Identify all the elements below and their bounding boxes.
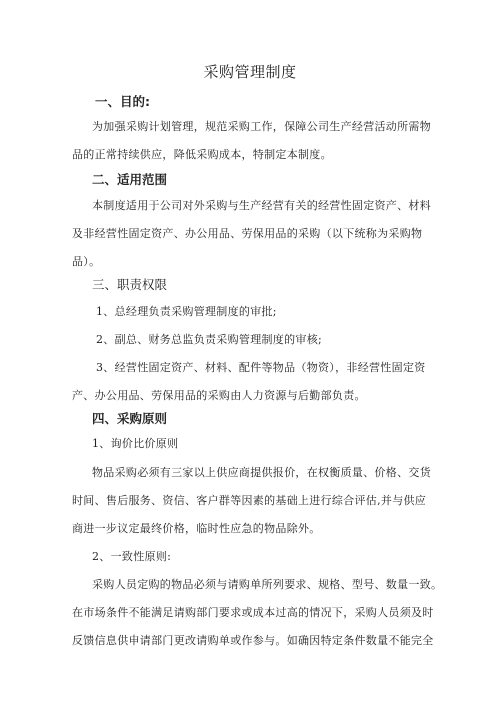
paragraph-line: 产、办公用品、劳保用品的采购由人力资源与后勤部负责。 (72, 389, 366, 402)
section-heading-responsibilities: 三、职责权限 (92, 277, 168, 292)
document-title: 采购管理制度 (203, 63, 297, 81)
paragraph-line: 本制度适用于公司对外采购与生产经营有关的经营性固定资产、材料 (92, 199, 431, 212)
paragraph-line: 1、总经理负责采购管理制度的审批; (96, 305, 277, 318)
paragraph-line: 及非经营性固定资产、办公用品、劳保用品的采购（以下统称为采购物 (72, 227, 423, 240)
section-heading-scope: 二、适用范围 (92, 172, 168, 187)
paragraph-line: 时间、售后服务、资信、客户群等因素的基础上进行综合评估,并与供应 (72, 494, 427, 507)
section-heading-principles: 四、采购原则 (92, 411, 168, 426)
paragraph-line: 反馈信息供申请部门更改请购单或作参与。如确因特定条件数量不能完全 (72, 634, 434, 647)
paragraph-line: 商进一步议定最终价格，临时性应急的物品除外。 (72, 522, 321, 535)
paragraph-line: 为加强采购计划管理，规范采购工作，保障公司生产经营活动所需物 (92, 120, 431, 133)
paragraph-line: 3、经营性固定资产、材料、配件等物品（物资），非经营性固定资 (96, 361, 426, 374)
paragraph-line: 品的正常持续供应，降低采购成本，特制定本制度。 (72, 148, 332, 161)
paragraph-line: 2、副总、财务总监负责采购管理制度的审核; (96, 333, 323, 346)
paragraph-line: 采购人员定购的物品必须与请购单所列要求、规格、型号、数量一致。 (92, 578, 443, 591)
paragraph-line: 品）。 (72, 255, 101, 268)
paragraph-line: 物品采购必须有三家以上供应商提供报价，在权衡质量、价格、交货 (92, 466, 431, 479)
paragraph-line: 1、询价比价原则 (92, 437, 179, 450)
paragraph-line: 2、一致性原则: (92, 550, 172, 563)
section-heading-purpose: 一、目的: (95, 94, 150, 109)
paragraph-line: 在市场条件不能满足请购部门要求或成本过高的情况下，采购人员须及时 (72, 606, 434, 619)
